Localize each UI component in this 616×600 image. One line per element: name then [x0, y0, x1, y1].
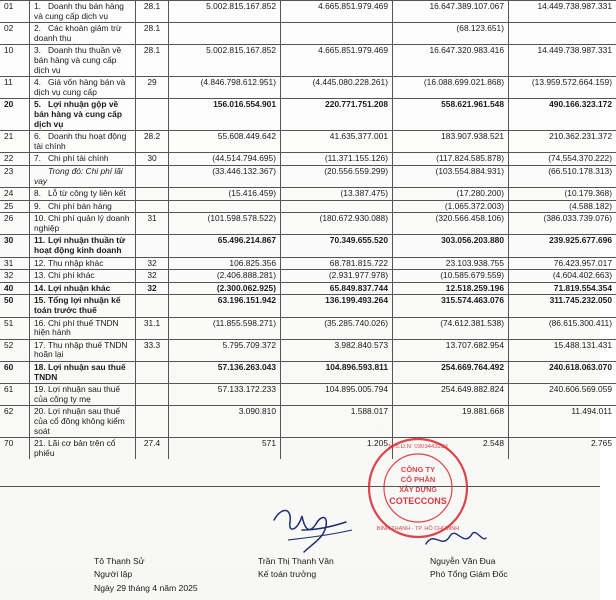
row-label — [30, 1, 136, 23]
row-note — [136, 99, 169, 131]
row-note: 31 — [136, 213, 169, 235]
value-col-1: 65.496.214.867 — [169, 235, 281, 257]
row-note — [136, 362, 169, 384]
row-code: 24 — [0, 188, 30, 201]
row-code: 23 — [0, 165, 30, 187]
value-col-4: (4.604.402.663) — [509, 270, 616, 283]
value-col-1 — [169, 200, 281, 213]
value-col-2 — [281, 200, 393, 213]
row-note — [136, 188, 169, 201]
value-col-2: (13.387.475) — [281, 188, 393, 201]
row-label-text: Chi phí quản lý doanh nghiệp — [34, 213, 130, 233]
row-label — [30, 23, 136, 45]
statement-row-62 — [0, 406, 616, 438]
value-col-3: (1.065.372.003) — [393, 200, 509, 213]
row-label — [30, 270, 136, 283]
chief-accountant-name: Trần Thị Thanh Vân — [258, 556, 334, 566]
row-number: 5. — [34, 99, 41, 110]
value-col-4: 14.449.738.987.331 — [509, 45, 616, 77]
value-col-3: 12.518.259.196 — [393, 282, 509, 295]
row-code: 32 — [0, 270, 30, 283]
row-note — [136, 200, 169, 213]
value-col-1: 571 — [169, 438, 281, 460]
row-number: 2. — [34, 23, 41, 34]
row-number: 15. — [34, 295, 46, 306]
row-code: 26 — [0, 213, 30, 235]
row-label-text: Các khoản giảm trừ doanh thu — [34, 23, 122, 43]
deputy-director-handwritten-signature — [420, 520, 490, 560]
row-label — [30, 406, 136, 438]
value-col-3: 558.621.961.548 — [393, 99, 509, 131]
statement-row-10 — [0, 45, 616, 77]
value-col-3: (74.612.381.538) — [393, 317, 509, 339]
statement-row-51 — [0, 317, 616, 339]
row-number: 8. — [34, 188, 41, 199]
row-label-text: Lãi cơ bản trên cổ phiếu — [34, 438, 116, 458]
svg-text:CÔNG TY: CÔNG TY — [400, 465, 436, 474]
value-col-1: (33.446.132.367) — [169, 165, 281, 187]
row-code: 10 — [0, 45, 30, 77]
value-col-4: 76.423.957.017 — [509, 257, 616, 270]
value-col-4: 11.494.011 — [509, 406, 616, 438]
value-col-4: 14.449.738.987.331 — [509, 1, 616, 23]
statement-row-52 — [0, 339, 616, 361]
row-code: 60 — [0, 362, 30, 384]
value-col-2: 1.588.017 — [281, 406, 393, 438]
value-col-3: 254.649.882.824 — [393, 384, 509, 406]
value-col-1: 156.016.554.901 — [169, 99, 281, 131]
statement-row-70 — [0, 438, 616, 460]
value-col-4: (4.588.182) — [509, 200, 616, 213]
value-col-3: (10.585.679.559) — [393, 270, 509, 283]
row-label — [30, 200, 136, 213]
deputy-director-role: Phó Tổng Giám Đốc — [430, 569, 508, 579]
value-col-2 — [281, 23, 393, 45]
value-col-3: (16.088.699.021.868) — [393, 77, 509, 99]
value-col-3: 315.574.463.076 — [393, 295, 509, 317]
row-label — [30, 438, 136, 460]
value-col-4: (86.615.300.411) — [509, 317, 616, 339]
value-col-3: (68.123.651) — [393, 23, 509, 45]
value-col-4: (74.554.370.222) — [509, 153, 616, 166]
signature-chief-accountant — [258, 556, 334, 580]
value-col-2: 220.771.751.208 — [281, 99, 393, 131]
preparer-name: Tô Thanh Sử — [94, 556, 145, 566]
row-label-text: Thu nhập khác — [48, 257, 104, 268]
row-code: 40 — [0, 282, 30, 295]
row-label — [30, 235, 136, 257]
value-col-3: 19.881.668 — [393, 406, 509, 438]
row-note: 32 — [136, 257, 169, 270]
deputy-director-name: Nguyễn Văn Đua — [430, 556, 496, 566]
row-note: 33.3 — [136, 339, 169, 361]
row-number: 1. — [34, 1, 41, 11]
value-col-4: 210.362.231.372 — [509, 131, 616, 153]
row-label — [30, 45, 136, 77]
signing-date: Ngày 29 tháng 4 năm 2025 — [94, 583, 198, 593]
value-col-1: 57.133.172.233 — [169, 384, 281, 406]
row-number: 4. — [34, 77, 41, 88]
row-label — [30, 188, 136, 201]
row-code: 01 — [0, 1, 30, 23]
row-label-text: Lợi nhuận gộp về bán hàng và cung cấp dịch vụ — [34, 99, 122, 129]
preparer-role: Người lập — [94, 569, 133, 579]
statement-row-11 — [0, 77, 616, 99]
row-label — [30, 77, 136, 99]
statement-row-01 — [0, 1, 616, 23]
row-label-text: Thu nhập thuế TNDN hoãn lại — [34, 339, 128, 360]
row-label — [30, 153, 136, 166]
row-code: 50 — [0, 295, 30, 317]
statement-row-32 — [0, 270, 616, 283]
statement-row-25 — [0, 200, 616, 213]
row-label-text: Doanh thu bán hàng và cung cấp dịch vụ — [34, 1, 124, 21]
row-code: 22 — [0, 153, 30, 166]
value-col-1: (101.598.578.522) — [169, 213, 281, 235]
row-number: 21. — [34, 438, 46, 449]
value-col-4: (66.510.178.313) — [509, 165, 616, 187]
row-code: 25 — [0, 200, 30, 213]
statement-row-40 — [0, 282, 616, 295]
row-label — [30, 99, 136, 131]
row-number: 11. — [34, 235, 46, 246]
value-col-2: (2.931.977.978) — [281, 270, 393, 283]
value-col-1: 63.196.151.942 — [169, 295, 281, 317]
chief-accountant-role: Kế toán trưởng — [258, 569, 317, 579]
row-label — [30, 131, 136, 153]
row-note: 29 — [136, 77, 169, 99]
statement-row-21 — [0, 131, 616, 153]
row-number: 10. — [34, 213, 46, 224]
value-col-4: (13.959.572.664.159) — [509, 77, 616, 99]
row-label — [30, 295, 136, 317]
row-label-text: Giá vốn hàng bán và dịch vụ cung cấp — [34, 77, 126, 97]
row-label-text: Doanh thu hoạt động tài chính — [34, 131, 127, 151]
row-note: 28.1 — [136, 1, 169, 23]
row-note: 28.2 — [136, 131, 169, 153]
row-number: 12. — [34, 257, 46, 268]
row-code: 61 — [0, 384, 30, 406]
row-label-text: Chi phí khác — [48, 270, 95, 281]
value-col-4: 240.606.569.059 — [509, 384, 616, 406]
statement-row-50 — [0, 295, 616, 317]
statement-row-60 — [0, 362, 616, 384]
statement-row-22 — [0, 153, 616, 166]
row-code: 51 — [0, 317, 30, 339]
row-code: 62 — [0, 406, 30, 438]
value-col-4: 239.925.677.696 — [509, 235, 616, 257]
row-label-text: Lợi nhuận sau thuế của cổ đông không kiểm soát — [34, 406, 125, 436]
value-col-4: 71.819.554.354 — [509, 282, 616, 295]
value-col-3: 254.669.764.492 — [393, 362, 509, 384]
row-note — [136, 406, 169, 438]
value-col-4: 240.618.063.070 — [509, 362, 616, 384]
table-bottom-rule — [0, 486, 600, 487]
row-number: 18. — [34, 362, 46, 372]
svg-text:XÂY DỰNG: XÂY DỰNG — [399, 487, 437, 494]
value-col-2: (35.285.740.026) — [281, 317, 393, 339]
row-label — [30, 384, 136, 406]
row-number: 14. — [34, 282, 46, 293]
row-number: 13. — [34, 270, 46, 281]
row-number: 16. — [34, 317, 46, 328]
value-col-1: 57.136.263.043 — [169, 362, 281, 384]
value-col-1: (11.855.598.271) — [169, 317, 281, 339]
value-col-3: 13.707.682.954 — [393, 339, 509, 361]
row-note — [136, 295, 169, 317]
value-col-2: 65.849.837.744 — [281, 282, 393, 295]
value-col-2: 41.635.377.001 — [281, 131, 393, 153]
row-note: 31.1 — [136, 317, 169, 339]
value-col-4: (10.179.368) — [509, 188, 616, 201]
row-code: 70 — [0, 438, 30, 460]
value-col-1: 3.090.810 — [169, 406, 281, 438]
value-col-2: 4.665.851.979.469 — [281, 45, 393, 77]
row-label — [30, 362, 136, 384]
value-col-2: 3.982.840.573 — [281, 339, 393, 361]
row-label-text: Lợi nhuận sau thuế TNDN — [34, 362, 126, 382]
statement-row-61 — [0, 384, 616, 406]
value-col-3: (103.554.884.931) — [393, 165, 509, 187]
row-number: 7. — [34, 153, 41, 164]
value-col-2: 68.781.815.722 — [281, 257, 393, 270]
chief-accountant-handwritten-signature — [268, 500, 358, 555]
value-col-4: 490.166.323.172 — [509, 99, 616, 131]
value-col-2: (20.556.559.299) — [281, 165, 393, 187]
value-col-3: 16.647.389.107.067 — [393, 1, 509, 23]
row-label-text: Lợi nhuận sau thuế của công ty mẹ — [34, 384, 121, 404]
row-code: 11 — [0, 77, 30, 99]
income-statement-rows — [0, 1, 616, 460]
row-number: 19. — [34, 384, 46, 395]
statement-row-30 — [0, 235, 616, 257]
value-col-1: (2.300.062.925) — [169, 282, 281, 295]
value-col-1 — [169, 23, 281, 45]
value-col-1: 5.002.815.167.852 — [169, 45, 281, 77]
row-number: 9. — [34, 200, 41, 211]
value-col-3: (320.566.458.106) — [393, 213, 509, 235]
svg-text:COTECCONS: COTECCONS — [389, 496, 447, 506]
value-col-1: (15.416.459) — [169, 188, 281, 201]
statement-row-20 — [0, 99, 616, 131]
row-label — [30, 339, 136, 361]
row-label-text: Doanh thu thuần về bán hàng và cung cấp dịch vụ — [34, 45, 122, 75]
row-label-text: Chi phí bán hàng — [48, 200, 112, 211]
row-label-text: Lợi nhuận thuần từ hoạt động kinh doanh — [34, 235, 126, 256]
value-col-1: (4.846.798.612.951) — [169, 77, 281, 99]
row-number: 3. — [34, 45, 41, 56]
row-note: 32 — [136, 282, 169, 295]
row-label-text: Chi phí thuế TNDN hiện hành — [34, 317, 119, 338]
row-label — [30, 317, 136, 339]
row-label-text: Lợi nhuận khác — [48, 282, 111, 293]
row-code: 21 — [0, 131, 30, 153]
row-label — [30, 213, 136, 235]
value-col-3: 183.907.938.521 — [393, 131, 509, 153]
statement-row-31 — [0, 257, 616, 270]
row-note: 28.1 — [136, 23, 169, 45]
value-col-3: (17.280.200) — [393, 188, 509, 201]
statement-row-02 — [0, 23, 616, 45]
row-label-text: Tổng lợi nhuận kế toán trước thuế — [34, 295, 121, 316]
value-col-3: 16.647.320.983.416 — [393, 45, 509, 77]
value-col-3: 23.103.938.755 — [393, 257, 509, 270]
row-label — [30, 257, 136, 270]
value-col-1: 55.608.449.642 — [169, 131, 281, 153]
value-col-3: (117.824.585.878) — [393, 153, 509, 166]
value-col-1: (2.406.888.281) — [169, 270, 281, 283]
row-label — [30, 165, 136, 187]
value-col-2: 136.199.493.264 — [281, 295, 393, 317]
row-code: 02 — [0, 23, 30, 45]
signature-preparer — [94, 556, 145, 580]
row-note — [136, 384, 169, 406]
value-col-4: 311.745.232.050 — [509, 295, 616, 317]
row-label-text: Lỗ từ công ty liên kết — [48, 188, 126, 199]
value-col-3: 303.056.203.880 — [393, 235, 509, 257]
svg-text:BÌNH THẠNH - TP. HỒ CHÍ MINH: BÌNH THẠNH - TP. HỒ CHÍ MINH — [376, 526, 460, 532]
statement-row-24 — [0, 188, 616, 201]
value-col-4: 2.765 — [509, 438, 616, 460]
value-col-3: 2.548 — [393, 438, 509, 460]
value-col-2: (180.672.930.088) — [281, 213, 393, 235]
value-col-2: 1.205 — [281, 438, 393, 460]
value-col-2: 104.896.593.811 — [281, 362, 393, 384]
value-col-2: (11.371.155.126) — [281, 153, 393, 166]
row-code: 52 — [0, 339, 30, 361]
row-note — [136, 165, 169, 187]
value-col-1: 5.002.815.167.852 — [169, 1, 281, 23]
row-code: 30 — [0, 235, 30, 257]
row-note: 32 — [136, 270, 169, 283]
signature-deputy-director — [430, 556, 508, 580]
row-code: 20 — [0, 99, 30, 131]
svg-text:M.S.D.N: 0303443233: M.S.D.N: 0303443233 — [388, 444, 448, 450]
value-col-1: 106.825.356 — [169, 257, 281, 270]
row-number: 17. — [34, 339, 46, 350]
row-code: 31 — [0, 257, 30, 270]
value-col-4: (386.033.739.076) — [509, 213, 616, 235]
value-col-2: (4.445.080.228.261) — [281, 77, 393, 99]
value-col-4 — [509, 23, 616, 45]
value-col-4: 15.488.131.431 — [509, 339, 616, 361]
row-label — [30, 282, 136, 295]
row-number: 6. — [34, 131, 41, 142]
row-label-text: Chi phí tài chính — [48, 153, 109, 164]
row-number: 20. — [34, 406, 46, 417]
svg-text:CỔ PHẦN: CỔ PHẦN — [400, 475, 436, 484]
value-col-1: (44.514.794.695) — [169, 153, 281, 166]
value-col-2: 70.349.655.520 — [281, 235, 393, 257]
value-col-1: 5.795.709.372 — [169, 339, 281, 361]
value-col-2: 104.895.005.794 — [281, 384, 393, 406]
row-note — [136, 235, 169, 257]
row-note: 27.4 — [136, 438, 169, 460]
value-col-2: 4.665.851.979.469 — [281, 1, 393, 23]
statement-row-26 — [0, 213, 616, 235]
row-note: 28.1 — [136, 45, 169, 77]
statement-row-23 — [0, 165, 616, 187]
row-note: 30 — [136, 153, 169, 166]
row-label-text: Trong đó: Chi phí lãi vay — [34, 165, 123, 186]
